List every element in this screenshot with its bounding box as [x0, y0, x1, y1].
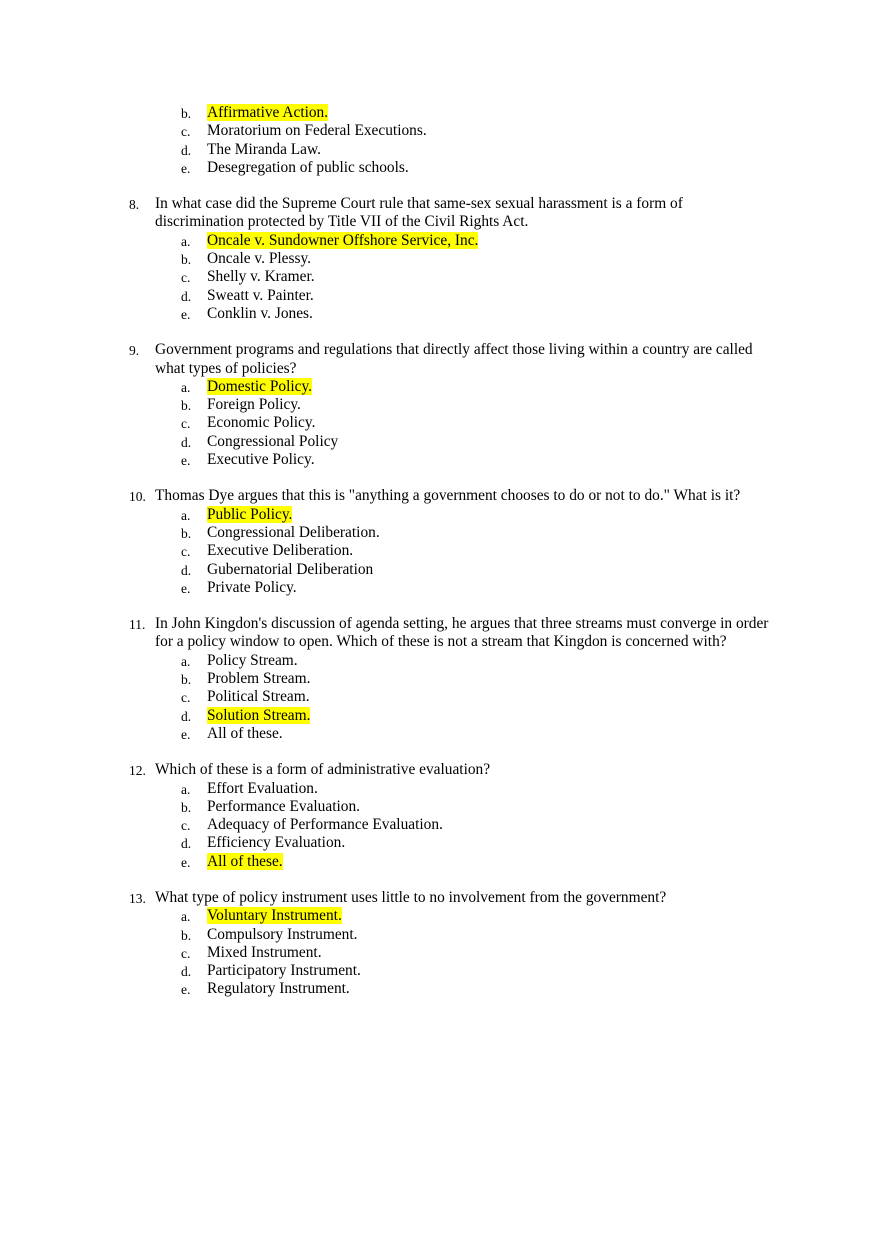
option-text: Efficiency Evaluation.	[207, 834, 346, 852]
option-letter: e.	[181, 580, 191, 596]
option-letter: b.	[181, 799, 192, 815]
answer-option	[0, 652, 880, 670]
option-letter: b.	[181, 252, 192, 268]
option-text: Political Stream.	[207, 688, 310, 706]
answer-option	[0, 396, 880, 414]
option-text: Conklin v. Jones.	[207, 304, 313, 322]
option-text: Shelly v. Kramer.	[207, 268, 315, 286]
option-text: Moratorium on Federal Executions.	[207, 122, 427, 140]
option-text: Gubernatorial Deliberation	[207, 560, 374, 578]
option-text: Regulatory Instrument.	[207, 980, 350, 998]
highlighted-answer: Domestic Policy.	[207, 377, 313, 395]
question-block	[0, 104, 880, 177]
option-text: Foreign Policy.	[207, 396, 301, 414]
question-number: 10.	[129, 489, 146, 505]
question-block	[0, 195, 880, 323]
option-letter: e.	[181, 726, 191, 742]
question-prompt: In what case did the Supreme Court rule that same-sex sexual harassment is a form of discrimination protected by Title VII of the Civil Rights Act.	[155, 195, 683, 231]
option-letter: e.	[181, 453, 191, 469]
answer-option	[0, 670, 880, 688]
option-letter: c.	[181, 544, 191, 560]
option-text: Compulsory Instrument.	[207, 925, 358, 943]
answer-option	[0, 926, 880, 944]
option-letter: e.	[181, 160, 191, 176]
option-text: Participatory Instrument.	[207, 962, 361, 980]
option-letter: a.	[181, 781, 191, 797]
option-letter: b.	[181, 398, 192, 414]
question-text	[0, 761, 775, 779]
answer-option	[0, 980, 880, 998]
question-block	[0, 341, 880, 469]
option-text: Desegregation of public schools.	[207, 158, 409, 176]
answer-option	[0, 524, 880, 542]
option-text: Adequacy of Performance Evaluation.	[207, 816, 443, 834]
option-text: All of these.	[207, 724, 283, 742]
answer-option	[0, 561, 880, 579]
answer-option	[0, 451, 880, 469]
answer-option	[0, 834, 880, 852]
answer-option	[0, 287, 880, 305]
answer-option	[0, 688, 880, 706]
option-text: Problem Stream.	[207, 670, 311, 688]
question-number: 8.	[129, 197, 140, 213]
option-letter: d.	[181, 964, 192, 980]
question-number: 11.	[129, 617, 146, 633]
option-letter: c.	[181, 416, 191, 432]
option-letter: d.	[181, 288, 192, 304]
option-letter: c.	[181, 124, 191, 140]
question-number: 9.	[129, 343, 140, 359]
answer-option	[0, 725, 880, 743]
question-prompt: In John Kingdon's discussion of agenda setting, he argues that three streams must converge in order for a policy window to open. Which of these is not a stream that Kingdon is concerned with?	[155, 615, 769, 651]
highlighted-answer: All of these.	[207, 852, 283, 870]
option-text: Mixed Instrument.	[207, 943, 322, 961]
question-block	[0, 487, 880, 597]
option-text: The Miranda Law.	[207, 140, 321, 158]
answer-option	[0, 506, 880, 524]
answer-option	[0, 122, 880, 140]
option-letter: e.	[181, 306, 191, 322]
highlighted-answer: Affirmative Action.	[207, 104, 329, 121]
question-number: 12.	[129, 763, 146, 779]
answer-option	[0, 780, 880, 798]
option-letter: a.	[181, 507, 191, 523]
quiz-page	[0, 104, 880, 1017]
answer-option	[0, 104, 880, 122]
answer-option	[0, 798, 880, 816]
option-letter: b.	[181, 525, 192, 541]
answer-option	[0, 816, 880, 834]
option-letter: a.	[181, 909, 191, 925]
option-text: Congressional Deliberation.	[207, 523, 380, 541]
question-number: 13.	[129, 890, 146, 906]
option-letter: a.	[181, 653, 191, 669]
question-prompt: What type of policy instrument uses little to no involvement from the government?	[155, 888, 667, 906]
option-letter: a.	[181, 379, 191, 395]
question-prompt: Thomas Dye argues that this is "anything a government chooses to do or not to do." What is it?	[155, 487, 741, 505]
option-letter: d.	[181, 142, 192, 158]
option-text: Performance Evaluation.	[207, 797, 360, 815]
option-text: Effort Evaluation.	[207, 779, 318, 797]
question-prompt: Which of these is a form of administrative evaluation?	[155, 761, 491, 779]
answer-option	[0, 378, 880, 396]
option-text: Private Policy.	[207, 578, 297, 596]
question-text	[0, 195, 775, 232]
option-letter: e.	[181, 854, 191, 870]
answer-option	[0, 141, 880, 159]
question-prompt: Government programs and regulations that directly affect those living within a country are called what types of policies?	[155, 341, 753, 377]
option-letter: e.	[181, 982, 191, 998]
question-text	[0, 487, 775, 505]
option-letter: d.	[181, 836, 192, 852]
option-text: Executive Deliberation.	[207, 542, 354, 560]
answer-option	[0, 853, 880, 871]
answer-option	[0, 305, 880, 323]
answer-option	[0, 433, 880, 451]
option-letter: d.	[181, 708, 192, 724]
answer-option	[0, 268, 880, 286]
option-letter: c.	[181, 690, 191, 706]
answer-option	[0, 579, 880, 597]
option-letter: c.	[181, 945, 191, 961]
option-letter: a.	[181, 233, 191, 249]
highlighted-answer: Public Policy.	[207, 505, 293, 523]
option-letter: b.	[181, 927, 192, 943]
question-text	[0, 341, 775, 378]
answer-option	[0, 542, 880, 560]
answer-option	[0, 250, 880, 268]
option-text: Sweatt v. Painter.	[207, 286, 314, 304]
question-block	[0, 889, 880, 999]
highlighted-answer: Voluntary Instrument.	[207, 907, 342, 925]
answer-option	[0, 159, 880, 177]
answer-option	[0, 707, 880, 725]
option-letter: d.	[181, 434, 192, 450]
question-block	[0, 761, 880, 871]
option-text: Policy Stream.	[207, 651, 298, 669]
option-letter: b.	[181, 106, 192, 121]
question-text	[0, 615, 775, 652]
question-text	[0, 889, 775, 907]
highlighted-answer: Solution Stream.	[207, 706, 311, 724]
option-letter: c.	[181, 818, 191, 834]
answer-option	[0, 414, 880, 432]
answer-option	[0, 232, 880, 250]
answer-option	[0, 962, 880, 980]
highlighted-answer: Oncale v. Sundowner Offshore Service, Inc.	[207, 231, 479, 249]
answer-option	[0, 944, 880, 962]
option-letter: b.	[181, 672, 192, 688]
question-block	[0, 615, 880, 743]
option-letter: d.	[181, 562, 192, 578]
option-text: Congressional Policy	[207, 432, 339, 450]
option-text: Oncale v. Plessy.	[207, 250, 312, 268]
option-text: Economic Policy.	[207, 414, 316, 432]
option-letter: c.	[181, 270, 191, 286]
option-text: Executive Policy.	[207, 451, 315, 469]
answer-option	[0, 907, 880, 925]
